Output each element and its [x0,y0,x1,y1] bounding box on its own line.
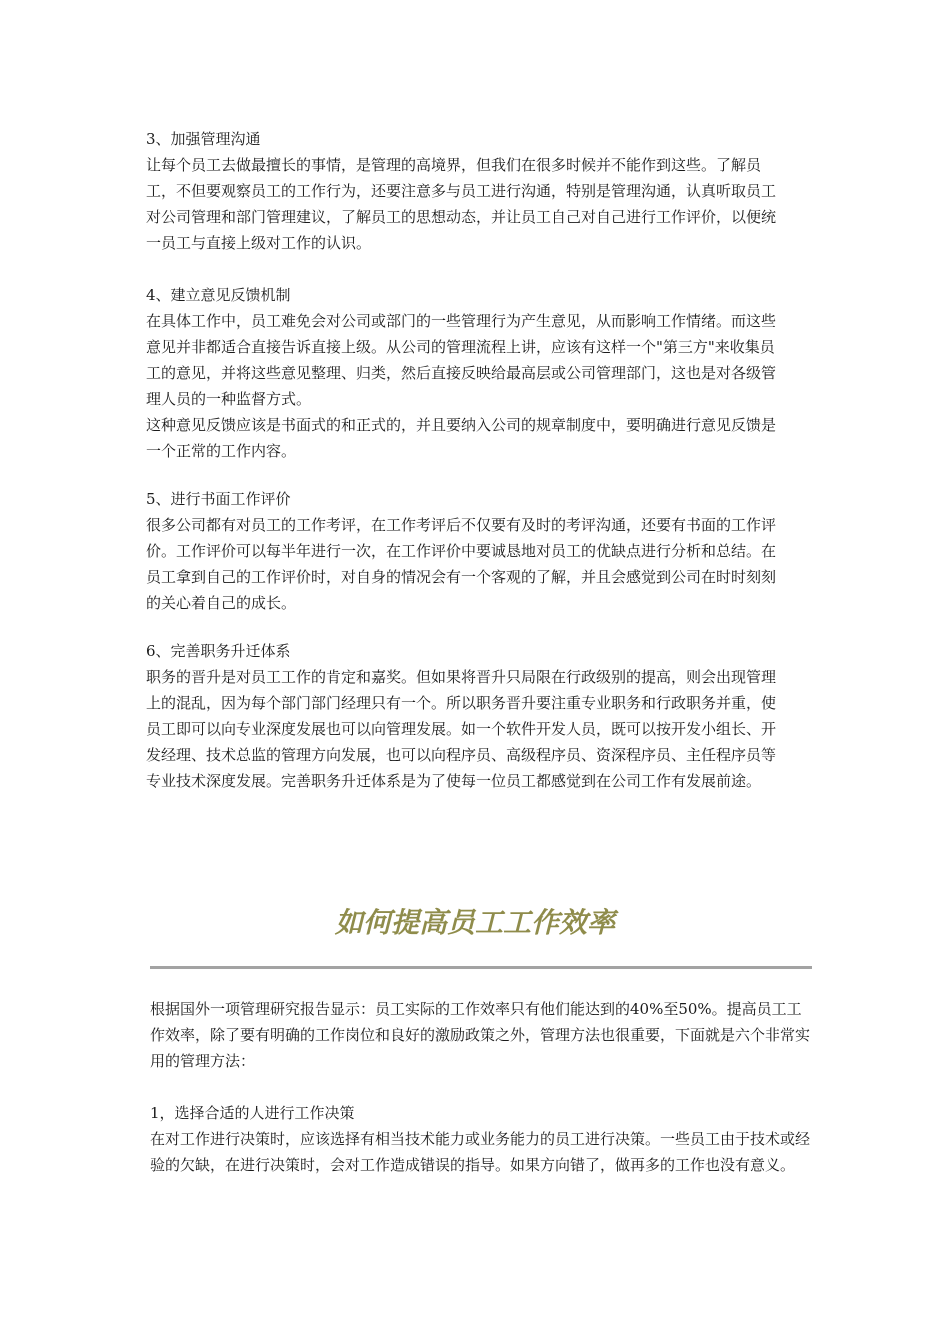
section-paragraph: 在具体工作中，员工难免会对公司或部门的一些管理行为产生意见，从而影响工作情绪。而这些意见并非都适合直接告诉直接上级。从公司的管理流程上讲，应该有这样一个"第三方"来收集员工的意见，并将这些意见整理、归类，然后直接反映给最高层或公司管理部门，这也是对各级管理人员的一种监督方式。 [146,312,777,408]
section-3 [146,126,788,256]
article-title: 如何提高员工工作效率 [334,906,615,939]
article-intro-block [150,996,810,1074]
title-divider [150,966,812,969]
article-item-1 [150,1100,810,1178]
section-paragraph: 职务的晋升是对员工工作的肯定和嘉奖。但如果将晋升只局限在行政级别的提高，则会出现管理上的混乱，因为每个部门部门经理只有一个。所以职务晋升要注重专业职务和行政职务并重，使员工即可以向专业深度发展也可以向管理发展。如一个软件开发人员，既可以按开发小组长、开发经理、技术总监的管理方向发展，也可以向程序员、高级程序员、资深程序员、主任程序员等专业技术深度发展。完善职务升迁体系是为了使每一位员工都感觉到在公司工作有发展前途。 [146,668,777,790]
section-heading: 6、完善职务升迁体系 [146,642,291,660]
item-heading: 1，选择合适的人进行工作决策 [150,1104,355,1122]
section-paragraph: 很多公司都有对员工的工作考评，在工作考评后不仅要有及时的考评沟通，还要有书面的工作评价。工作评价可以每半年进行一次，在工作评价中要诚恳地对员工的优缺点进行分析和总结。在员工拿到自己的工作评价时，对自身的情况会有一个客观的了解，并且会感觉到公司在时时刻刻的关心着自己的成长。 [146,516,777,612]
section-heading: 5、进行书面工作评价 [146,490,291,508]
section-6 [146,638,788,794]
section-heading: 4、建立意见反馈机制 [146,286,291,304]
section-5 [146,486,788,616]
section-4 [146,282,788,464]
section-paragraph: 这种意见反馈应该是书面式的和正式的，并且要纳入公司的规章制度中，要明确进行意见反馈是一个正常的工作内容。 [146,416,777,460]
section-heading: 3、加强管理沟通 [146,130,261,148]
article-intro: 根据国外一项管理研究报告显示：员工实际的工作效率只有他们能达到的40%至50%。提高员工工作效率，除了要有明确的工作岗位和良好的激励政策之外，管理方法也很重要，下面就是六个非常实用的管理方法： [150,1000,811,1070]
item-paragraph: 在对工作进行决策时，应该选择有相当技术能力或业务能力的员工进行决策。一些员工由于技术或经验的欠缺，在进行决策时，会对工作造成错误的指导。如果方向错了，做再多的工作也没有意义。 [150,1130,811,1174]
section-paragraph: 让每个员工去做最擅长的事情，是管理的高境界，但我们在很多时候并不能作到这些。了解员工，不但要观察员工的工作行为，还要注意多与员工进行沟通，特别是管理沟通，认真听取员工对公司管理和部门管理建议，了解员工的思想动态，并让员工自己对自己进行工作评价，以便统一员工与直接上级对工作的认识。 [146,156,777,252]
